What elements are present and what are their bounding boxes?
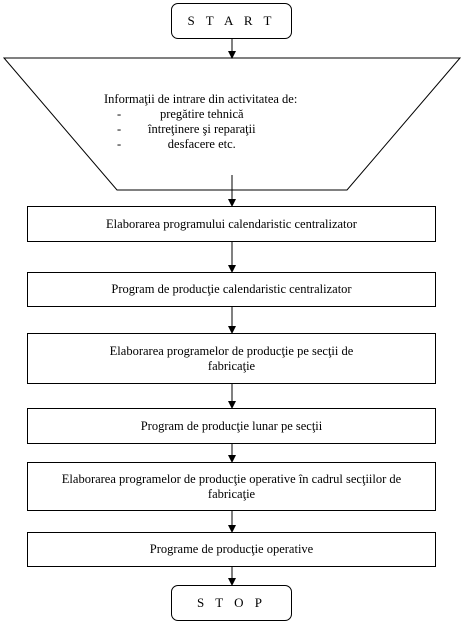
start-label: S T A R T <box>187 13 276 28</box>
step-6-box <box>27 532 436 567</box>
start-terminal <box>171 3 292 39</box>
step-5-label: Elaborarea programelor de producţie operative în cadrul secţiilor de fabricaţie <box>61 471 402 501</box>
list-item: - pregătire tehnică <box>104 107 256 122</box>
input-heading: Informaţii de intrare din activitatea de: <box>104 92 298 106</box>
step-6-label: Programe de producţie operative <box>149 542 314 556</box>
input-info <box>104 92 404 152</box>
stop-terminal <box>171 585 292 621</box>
step-1-label: Elaborarea programului calendaristic centralizator <box>106 216 357 231</box>
step-3-box <box>27 333 436 384</box>
step-2-box <box>27 272 436 307</box>
step-5-box <box>27 462 436 511</box>
list-item: - întreţinere şi reparaţii <box>104 122 256 137</box>
list-item: - desfacere etc. <box>104 137 256 152</box>
step-1-box <box>27 206 436 242</box>
step-4-label: Program de producţie lunar pe secţii <box>140 418 323 433</box>
step-4-box <box>27 408 436 444</box>
input-list <box>104 107 256 152</box>
step-3-label: Elaborarea programelor de producţie pe secţii de fabricaţie <box>109 343 354 373</box>
stop-label: S T O P <box>196 595 267 610</box>
step-2-label: Program de producţie calendaristic centralizator <box>111 282 352 296</box>
